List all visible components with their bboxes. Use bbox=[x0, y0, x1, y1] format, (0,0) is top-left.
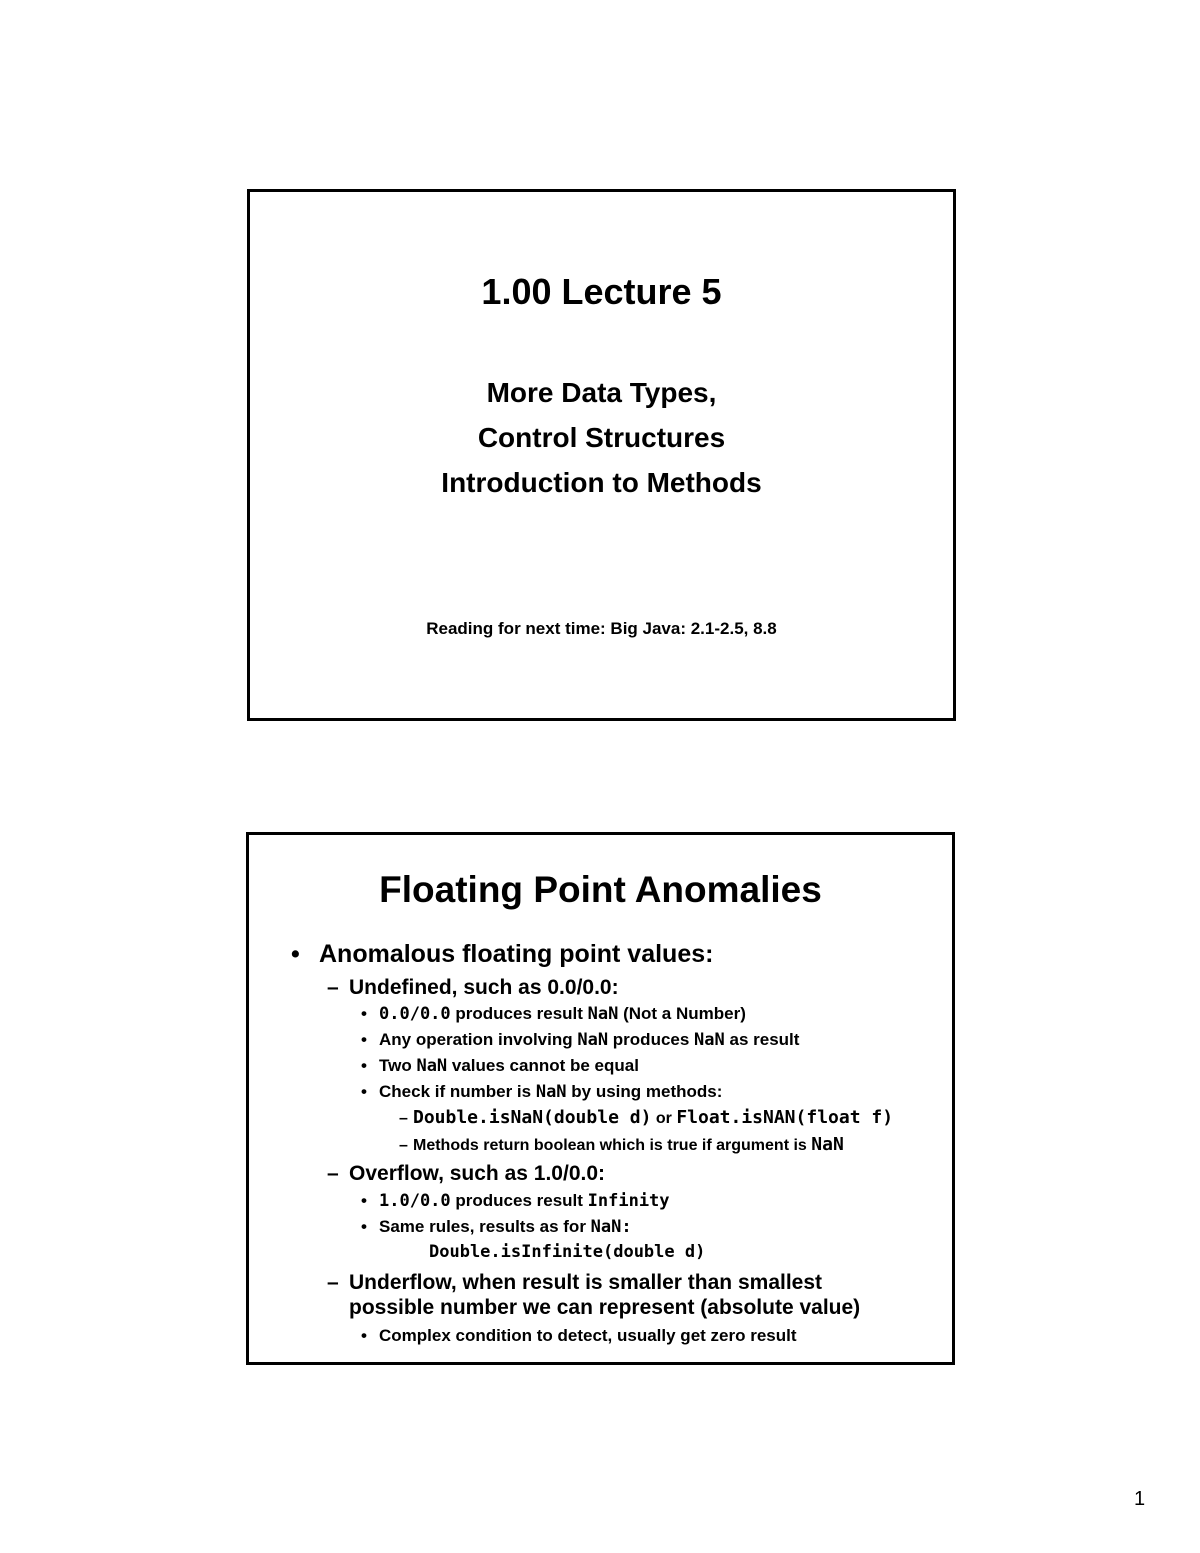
bullet-underflow-detect: • Complex condition to detect, usually get zero result bbox=[361, 1326, 797, 1345]
dash-marker: – bbox=[327, 1271, 339, 1294]
bullet-level1: • Anomalous floating point values: bbox=[291, 940, 714, 968]
bullet-dot: • bbox=[361, 1004, 367, 1023]
code-isinfinite: Double.isInfinite(double d) bbox=[429, 1242, 706, 1262]
slide-title bbox=[247, 189, 956, 721]
bullet-nan-result: • 0.0/0.0 produces result NaN (Not a Number) bbox=[361, 1004, 746, 1024]
sub-bullet-isnan-methods: – Double.isNaN(double d) or Float.isNAN(float f) bbox=[399, 1107, 894, 1128]
slide-floating-point bbox=[246, 832, 955, 1365]
dash-marker: – bbox=[327, 1162, 339, 1185]
dash-marker: – bbox=[327, 976, 339, 999]
bullet-infinity-result: • 1.0/0.0 produces result Infinity bbox=[361, 1191, 670, 1211]
dash-marker: – bbox=[399, 1137, 408, 1154]
subtitle-line: More Data Types, bbox=[486, 377, 717, 408]
dash-marker: – bbox=[399, 1110, 408, 1127]
sub-bullet-methods-return: – Methods return boolean which is true if argument is NaN bbox=[399, 1134, 844, 1155]
bullet-underflow-continued: possible number we can represent (absolute value) bbox=[349, 1296, 861, 1319]
bullet-dot: • bbox=[361, 1082, 367, 1101]
bullet-same-rules: • Same rules, results as for NaN: bbox=[361, 1217, 632, 1237]
reading-assignment: Reading for next time: Big Java: 2.1-2.5, 8.8 bbox=[426, 619, 777, 638]
bullet-dot: • bbox=[361, 1056, 367, 1075]
bullet-dot: • bbox=[291, 940, 300, 968]
bullet-dot: • bbox=[361, 1326, 367, 1345]
slide-heading: Floating Point Anomalies bbox=[379, 869, 822, 910]
bullet-nan-equality: • Two NaN values cannot be equal bbox=[361, 1056, 639, 1076]
lecture-title: 1.00 Lecture 5 bbox=[481, 271, 722, 312]
page-number: 1 bbox=[1134, 1488, 1146, 1510]
bullet-nan-check: • Check if number is NaN by using methods: bbox=[361, 1082, 723, 1102]
subtitle-line: Introduction to Methods bbox=[441, 467, 762, 498]
bullet-underflow: – Underflow, when result is smaller than smallest bbox=[327, 1271, 823, 1294]
bullet-dot: • bbox=[361, 1030, 367, 1049]
bullet-nan-propagation: • Any operation involving NaN produces NaN as result bbox=[361, 1030, 800, 1050]
bullet-dot: • bbox=[361, 1217, 367, 1236]
bullet-undefined: – Undefined, such as 0.0/0.0: bbox=[327, 976, 619, 999]
subtitle-line: Control Structures bbox=[477, 422, 726, 453]
bullet-dot: • bbox=[361, 1191, 367, 1210]
bullet-overflow: – Overflow, such as 1.0/0.0: bbox=[327, 1162, 605, 1185]
